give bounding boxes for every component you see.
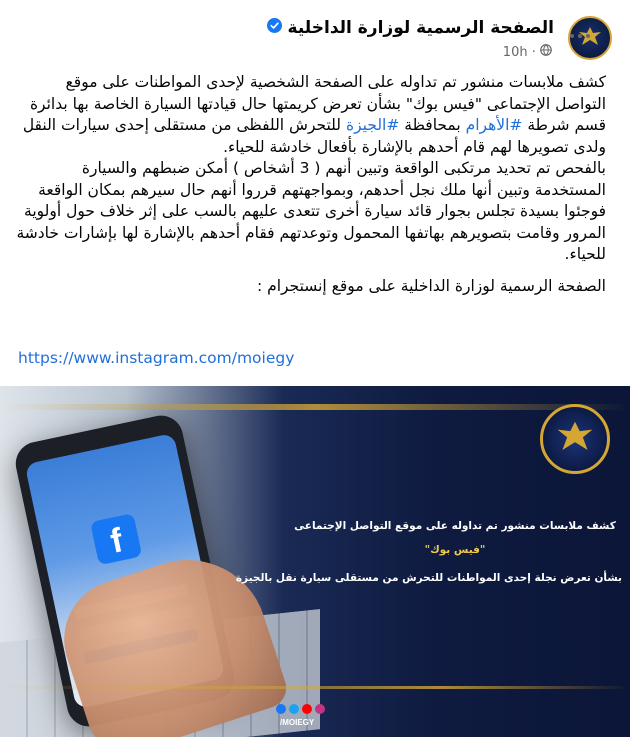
meta-separator: · [531, 44, 536, 60]
post-meta [503, 44, 552, 60]
post-paragraph-3: الصفحة الرسمية لوزارة الداخلية على موقع إنستجرام : [256, 276, 606, 295]
post-time[interactable]: 10h [502, 44, 528, 60]
hashtag-ahram[interactable]: #الأهرام [465, 116, 523, 134]
facebook-logo-icon: f [90, 513, 142, 565]
post-paragraph-1 [16, 72, 606, 158]
facebook-small-icon [276, 704, 286, 714]
instagram-small-icon [315, 704, 325, 714]
page-name[interactable]: الصفحة الرسمية لوزارة الداخلية [287, 17, 554, 38]
instagram-link[interactable]: https://www.instagram.com/moiegy [18, 349, 295, 367]
image-headline-1: كشف ملابسات منشور تم تداوله على موقع التواصل الإجتماعى [294, 520, 616, 532]
paragraph1-text-c: للتحرش اللفظى من مستقلى إحدى سيارات النقل ولدى تصويرها لهم قام أحدهم بالإشارة بأفعال خادشة للحياء. [22, 116, 606, 156]
hashtag-giza[interactable]: #الجيزة [345, 116, 400, 134]
verified-badge-icon [267, 18, 282, 37]
paragraph1-text-a: كشف ملابسات منشور تم تداوله على الصفحة الشخصية لإحدى المواطنات على موقع التواصل الإجتماعى "فيس بوك" بشأن تعرض كريمتها حال قيادتها السيارة الخاصة بها بدائرة قسم شرطة [29, 73, 606, 134]
post-image[interactable] [0, 386, 630, 737]
youtube-small-icon [302, 704, 312, 714]
post-paragraph-2: بالفحص تم تحديد مرتكبى الواقعة وتبين أنهم ( 3 أشخاص ) أمكن ضبطهم والسيارة المستخدمة وتبين أنها ملك نجل أحدهم، وبمواجهتهم قرروا أنهم حال سيرهم بمكان الواقعة فوجئوا بسيدة تجلس بجوار قائد سيارة أخرى تتعدى عليهم بالسب على إثر خلاف حول أولوية المرور وقامت بتصويرهم بهاتفها المحمول وتوعدتهم فقام أحدهم بالإشارة لها بإشارات خادشة للحياء. [16, 159, 606, 263]
twitter-small-icon [289, 704, 299, 714]
social-icons [276, 704, 325, 714]
post-text [16, 72, 606, 297]
ministry-emblem-icon [540, 404, 610, 474]
globe-icon[interactable] [540, 44, 552, 60]
gold-stripe-bottom [0, 686, 630, 689]
more-options-icon[interactable] [562, 24, 598, 48]
post-header [0, 12, 630, 66]
paragraph-gap [16, 266, 606, 276]
image-headline-2: "فيس بوك" [424, 544, 486, 556]
image-handle: /MOIEGY [280, 718, 315, 727]
image-headline-3: بشأن تعرض نجلة إحدى المواطنات للتحرش من مستقلى سيارة نقل بالجيزة [235, 572, 622, 584]
gold-stripe-top [0, 404, 630, 410]
page-name-row [263, 17, 554, 41]
paragraph1-text-b: بمحافظة [399, 116, 466, 134]
